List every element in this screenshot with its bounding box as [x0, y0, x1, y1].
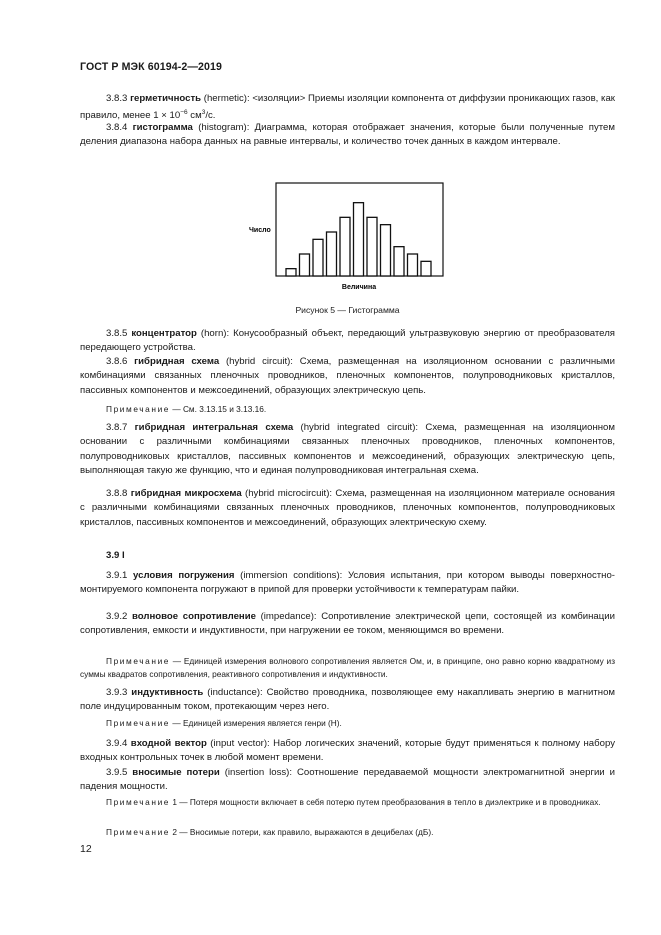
paragraph-3-9-4: 3.9.4 входной вектор (input vector): Набор логических значений, которые будут применяться к полному набору входных контрольных точек в любой момент времени. [80, 738, 615, 764]
figure-caption: Рисунок 5 — Гистограмма [295, 305, 400, 315]
note-3-8-6: Примечание — См. 3.13.15 и 3.13.16. [106, 404, 267, 414]
histogram-bar-3 [313, 239, 323, 276]
term-input-vector: входной вектор [130, 738, 207, 749]
histogram-bar-10 [408, 254, 418, 276]
histogram-figure [246, 182, 446, 292]
paragraph-3-9-1: 3.9.1 условия погружения (immersion conditions): Условия испытания, при котором выводы поверхностно-монтируемого компонента погружают в припой для проверки устойчивости к температурам пайки. [80, 570, 615, 596]
histogram-bar-9 [394, 247, 404, 276]
term-immersion: условия погружения [133, 570, 235, 581]
x-axis-label: Величина [341, 284, 377, 291]
paragraph-3-9-5: 3.9.5 вносимые потери (insertion loss): Соотношение передаваемой мощности электромагнитной энергии и падения мощности. [80, 767, 615, 793]
paragraph-3-9-3: 3.9.3 индуктивность (inductance): Свойство проводника, позволяющее ему накапливать энергию в магнитном поле индуцированным током, протекающим через него. [80, 687, 615, 713]
histogram-bar-4 [327, 232, 337, 276]
note-3-9-3: Примечание — Единицей измерения является генри (Н). [106, 718, 342, 728]
note-3-9-5-1: Примечание 1 — Потеря мощности включает в себя потерю путем преобразования в тепло в диэлектрике и в проводниках. [106, 797, 601, 807]
section-3-9-heading: 3.9 I [106, 550, 125, 561]
histogram-bar-11 [421, 261, 431, 276]
term-impedance: волновое сопротивление [132, 611, 256, 622]
histogram-bar-6 [354, 203, 364, 276]
paragraph-3-8-4: 3.8.4 гистограмма (histogram): Диаграмма, которая отображает значения, которые были полученные путем деления диапазона набора данных на равные интервалы, и количество точек данных в каждом интервале. [80, 122, 615, 148]
page-number: 12 [80, 843, 92, 855]
histogram-bar-5 [340, 217, 350, 276]
note-3-9-5-2: Примечание 2 — Вносимые потери, как правило, выражаются в децибелах (дБ). [106, 827, 434, 837]
term-inductance: индуктивность [131, 687, 204, 698]
note-3-9-2: Примечание — Единицей измерения волнового сопротивления является Ом, и, в принципе, оно равно корню квадратному из суммы квадратов сопротивления, реактивного сопротивления и индуктивности. [80, 656, 615, 679]
paragraph-3-8-5: 3.8.5 концентратор (horn): Конусообразный объект, передающий ультразвуковую энергию от преобразователя передающего устройства. [80, 328, 615, 354]
term-hybrid-circuit: гибридная схема [134, 356, 220, 367]
term-hermetic: герметичность [130, 93, 202, 104]
term-insertion-loss: вносимые потери [132, 767, 220, 778]
document-header: ГОСТ Р МЭК 60194-2—2019 [80, 61, 223, 73]
paragraph-3-8-3: 3.8.3 герметичность (hermetic): <изоляции> Приемы изоляции компонента от диффузии проникающих газов, как правило, менее $1 \times 10^{-6}$ $см^3/с$. [80, 93, 615, 122]
histogram-bar-7 [367, 217, 377, 276]
y-axis-label: Число [249, 227, 271, 234]
term-histogram: гистограмма [132, 122, 193, 133]
paragraph-3-8-6: 3.8.6 гибридная схема (hybrid circuit): Схема, размещенная на изоляционном основании с различными комбинациями связанных пленочных проводников, пленочных компонентов, полупроводниковых кристаллов, пассивных компонентов и межсоединений, образующих электрическую цепь. [80, 356, 615, 396]
clause-number: 3.8.3 [106, 93, 128, 104]
histogram-bar-8 [381, 225, 391, 276]
term-hybrid-microcircuit: гибридная микросхема [130, 488, 242, 499]
histogram-bar-2 [300, 254, 310, 276]
paragraph-3-8-8: 3.8.8 гибридная микросхема (hybrid microcircuit): Схема, размещенная на изоляционном материале основания с различными комбинациями связанных пленочных проводников, пленочных компонентов, полупроводниковых кристаллов, пассивных компонентов и межсоединений, образующих электрическую схему. [80, 488, 616, 528]
term-horn: концентратор [131, 328, 197, 339]
histogram-bar-1 [286, 269, 296, 276]
term-hybrid-ic: гибридная интегральная схема [134, 422, 294, 433]
paragraph-3-9-2: 3.9.2 волновое сопротивление (impedance): Сопротивление электрической цепи, состоящей из комбинации сопротивления, емкости и индуктивности, при нагружении ее током, меняющимся во времени. [80, 611, 615, 637]
paragraph-3-8-7: 3.8.7 гибридная интегральная схема (hybrid integrated circuit): Схема, размещенная на изоляционном основании с различными комбинациями связанных пленочных проводников, пленочных компонентов, полупроводниковых кристаллов, пассивных компонентов и межсоединений, образующих электрическую цепь, выполняющая такую же функцию, что и единая полупроводниковая интегральная схема. [80, 422, 615, 477]
